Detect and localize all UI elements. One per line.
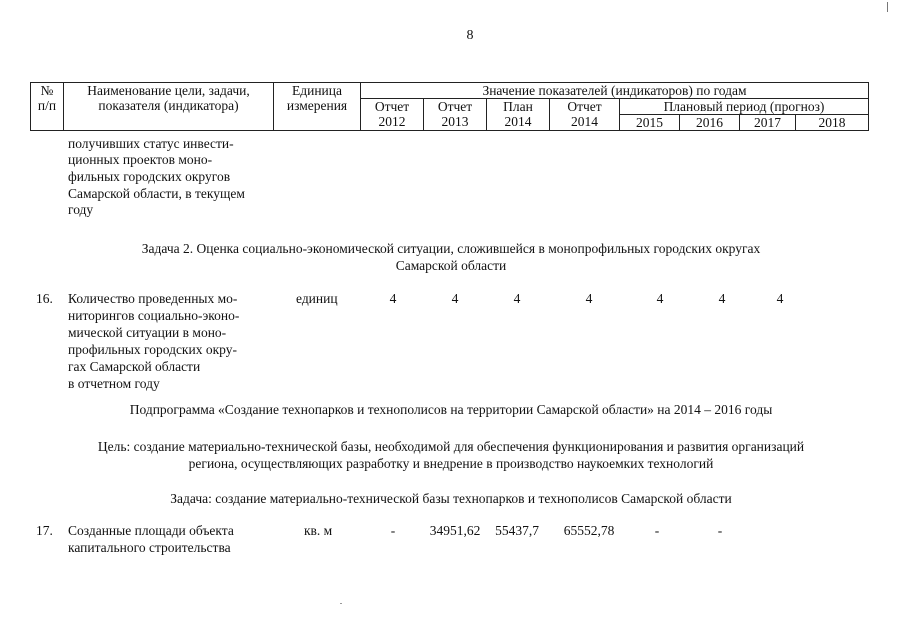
header-col-unit: Единица измерения	[274, 83, 361, 131]
row-value: -	[717, 523, 723, 538]
header-subcol-label: Отчет 2014	[550, 99, 620, 131]
row-value: 4	[513, 291, 521, 306]
row-value: 4	[776, 291, 784, 306]
header-planned-year: 2018	[796, 115, 869, 131]
row-unit: единиц	[296, 291, 338, 306]
header-table	[30, 82, 869, 131]
header-values-title: Значение показателей (индикаторов) по годам	[361, 83, 869, 99]
header-subcol-label: Отчет 2013	[424, 99, 487, 131]
row-value: 4	[718, 291, 726, 306]
subprogram-heading: Подпрограмма «Создание технопарков и технополисов на территории Самарской области» на 2014 – 2016 годы	[129, 402, 773, 417]
page-number: 8	[466, 28, 474, 43]
header-col-name: Наименование цели, задачи, показателя (индикатора)	[64, 83, 274, 131]
row-value: -	[390, 523, 396, 538]
header-planned-year: 2017	[740, 115, 796, 131]
header-subcol-label: Отчет 2012	[361, 99, 424, 131]
task-heading: Задача: создание материально-технической базы технопарков и технополисов Самарской области	[170, 491, 732, 506]
row-value: 55437,7	[495, 523, 539, 538]
header-planned-year: 2016	[680, 115, 740, 131]
header-subcol-label: План 2014	[487, 99, 550, 131]
row-value: 65552,78	[563, 523, 615, 538]
row-value: 34951,62	[429, 523, 481, 538]
row-unit: кв. м	[304, 523, 333, 538]
row-value: 4	[389, 291, 397, 306]
corner-mark	[887, 2, 888, 12]
task2-heading: Задача 2. Оценка социально-экономической ситуации, сложившейся в монопрофильных городских округах Самарской области	[141, 241, 761, 273]
row-value: -	[654, 523, 660, 538]
row-value: 4	[656, 291, 664, 306]
scan-dot	[340, 603, 342, 604]
row-number: 17.	[36, 523, 53, 538]
row-number: 16.	[36, 291, 53, 306]
header-col-number: № п/п	[31, 83, 64, 131]
row-value: 4	[451, 291, 459, 306]
header-planned-period: Плановый период (прогноз)	[620, 99, 869, 115]
goal-heading: Цель: создание материально-технической базы, необходимой для обеспечения функционирования и развития организаций региона, осуществляющих разработку и внедрение в производство наукоемких технологий	[97, 439, 805, 471]
header-planned-year: 2015	[620, 115, 680, 131]
row-value: 4	[585, 291, 593, 306]
